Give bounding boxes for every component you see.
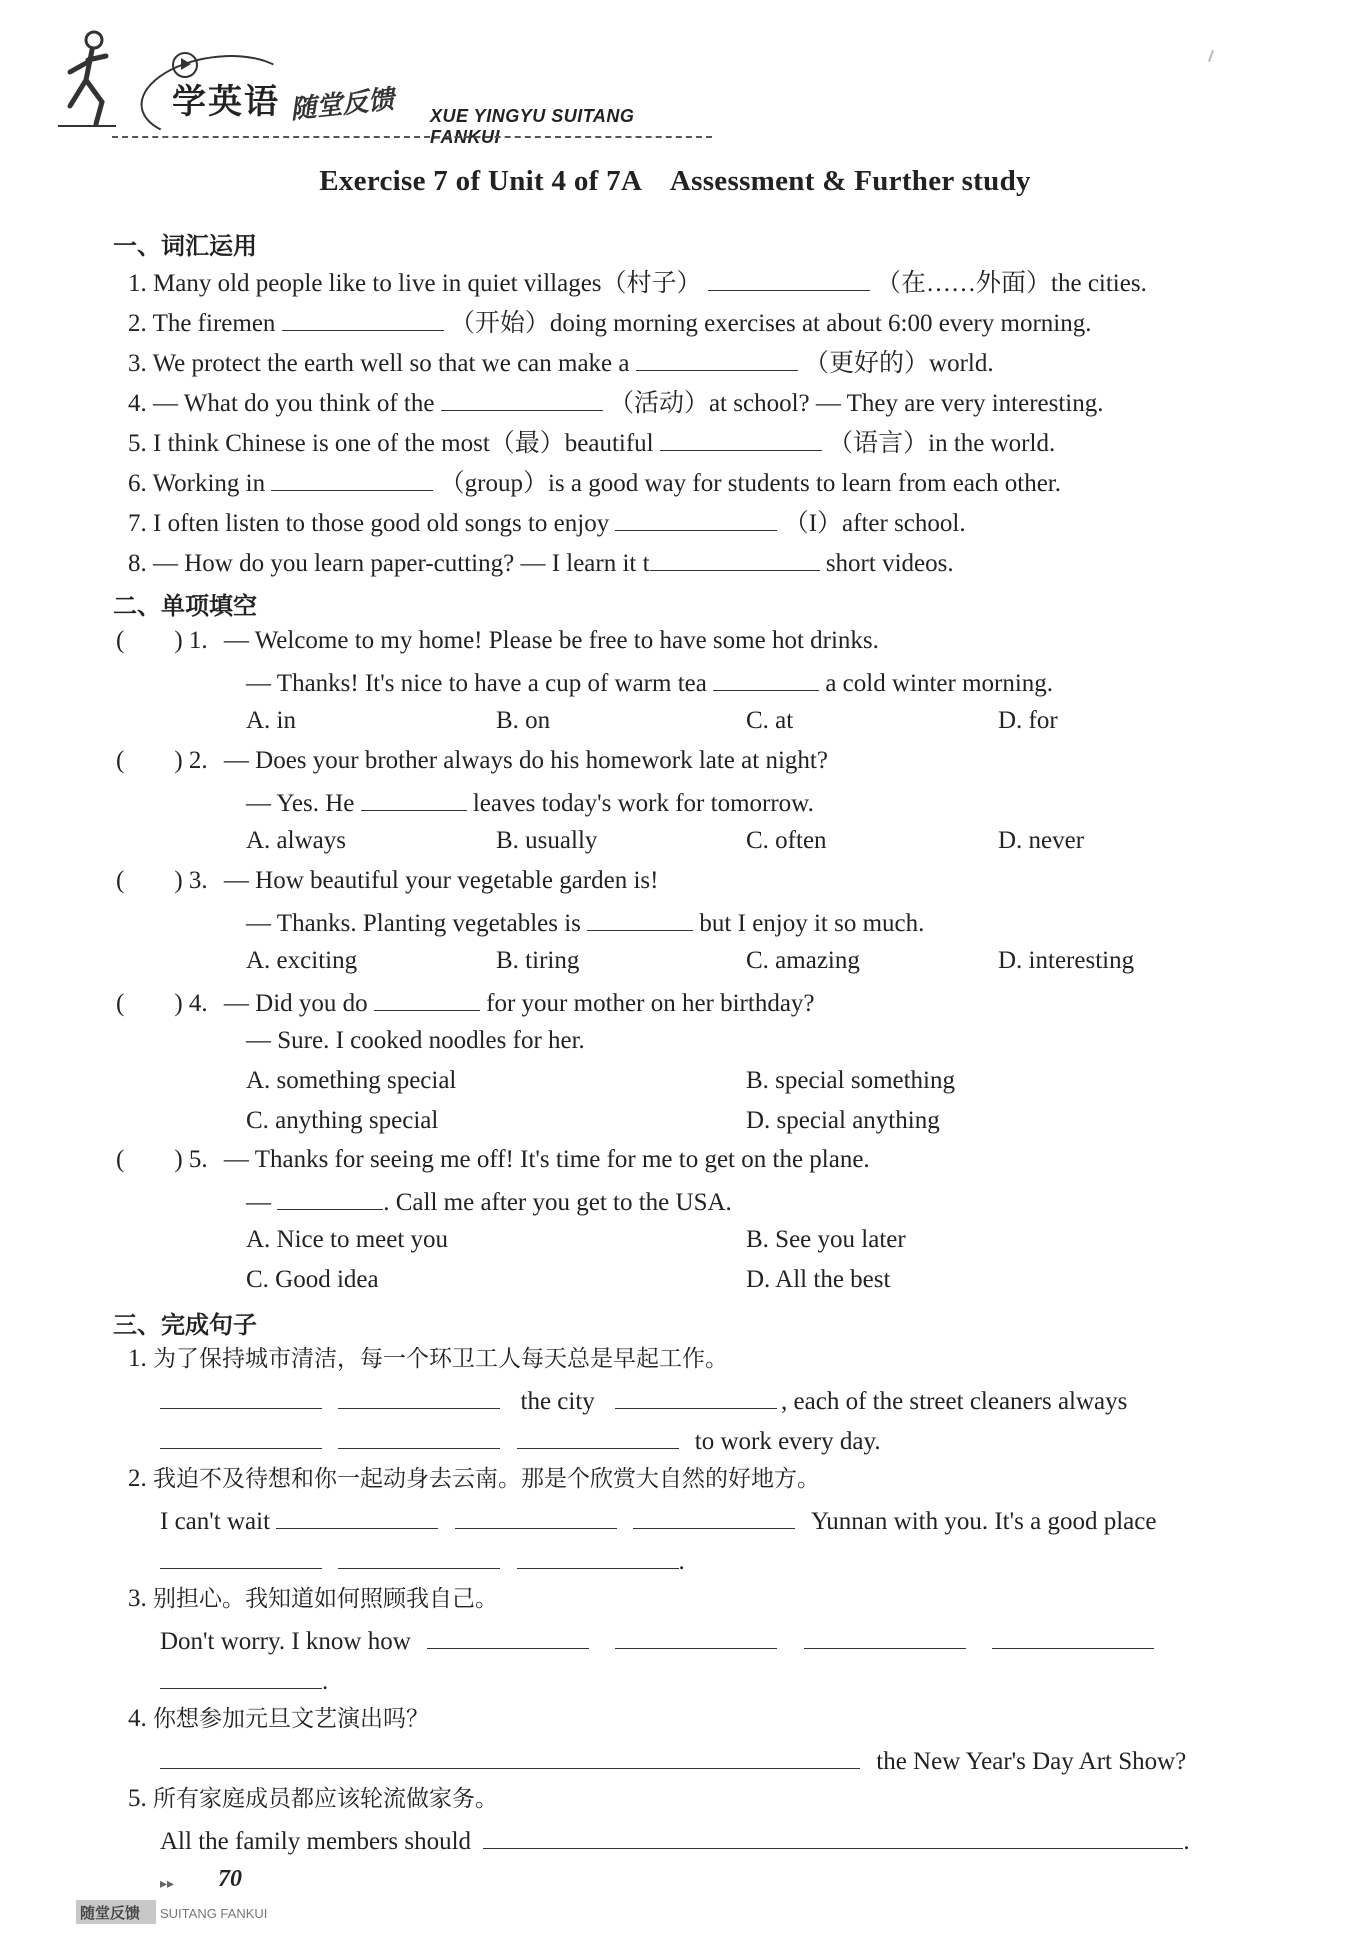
vocab-item-1 <box>128 264 1147 301</box>
item-text: （group）is a good way for students to learn from each other. <box>439 470 1061 497</box>
footer-english: SUITANG FANKUI <box>160 1906 268 1921</box>
item-text: I think Chinese is one of the most（最）beautiful <box>153 430 654 457</box>
vocab-item-2 <box>128 304 1091 341</box>
option-b[interactable]: B. See you later <box>746 1226 906 1253</box>
option-d[interactable]: D. special anything <box>746 1107 940 1134</box>
option-b[interactable]: B. on <box>496 707 551 734</box>
question-text: — Does your brother always do his homework late at night? <box>223 747 828 774</box>
mc-question-3 <box>116 864 659 898</box>
answer-blank[interactable] <box>992 1622 1154 1649</box>
answer-blank[interactable] <box>660 424 822 451</box>
item-text: We protect the earth well so that we can make a <box>152 350 630 377</box>
double-arrow-icon: ▸▸ <box>160 1877 175 1892</box>
item-text: （在……外面）the cities. <box>876 270 1147 297</box>
question-text: . Call me after you get to the USA. <box>383 1189 732 1216</box>
answer-blank[interactable] <box>338 1422 500 1449</box>
answer-bracket[interactable]: ( ) 2. <box>116 747 208 774</box>
question-text: — Yes. He <box>246 790 355 817</box>
vocab-item-3 <box>128 344 994 381</box>
option-d[interactable]: D. interesting <box>998 947 1135 974</box>
question-text: — How beautiful your vegetable garden is! <box>223 867 659 894</box>
option-d[interactable]: D. never <box>998 827 1085 854</box>
answer-blank[interactable] <box>160 1662 322 1689</box>
mc-question-5-line2 <box>246 1183 732 1220</box>
sentence-text: . <box>678 1548 685 1575</box>
answer-blank[interactable] <box>633 1502 795 1529</box>
answer-blank[interactable] <box>338 1382 500 1409</box>
question-text: — Did you do <box>223 990 368 1017</box>
complete-item-5 <box>128 1782 498 1816</box>
answer-bracket[interactable]: ( ) 4. <box>116 990 208 1017</box>
sentence-text: Yunnan with you. It's a good place <box>811 1508 1157 1535</box>
sentence-text: , each of the street cleaners always <box>781 1388 1128 1415</box>
answer-blank[interactable] <box>708 264 870 291</box>
option-a[interactable]: A. always <box>246 827 346 854</box>
sentence-text: All the family members should <box>160 1828 472 1855</box>
answer-blank[interactable] <box>361 784 467 811</box>
answer-blank[interactable] <box>160 1382 322 1409</box>
option-a[interactable]: A. exciting <box>246 947 358 974</box>
mc-question-2-line2 <box>246 784 814 821</box>
item-text: （开始）doing morning exercises at about 6:00 every morning. <box>449 310 1092 337</box>
item-number: 4. <box>128 1705 147 1732</box>
complete-item-1-line2 <box>160 1382 1260 1419</box>
item-text: — How do you learn paper-cutting? — I learn it t <box>153 550 650 577</box>
answer-blank[interactable] <box>615 1622 777 1649</box>
answer-blank[interactable] <box>650 544 820 571</box>
answer-bracket[interactable]: ( ) 1. <box>116 627 208 654</box>
page-title: Exercise 7 of Unit 4 of 7A Assessment & Further study <box>319 165 1031 197</box>
answer-blank[interactable] <box>615 504 777 531</box>
item-text: （I）after school. <box>783 510 966 537</box>
vocab-item-5 <box>128 424 1055 461</box>
complete-item-4-line2 <box>160 1742 1186 1779</box>
item-number: 7. <box>128 510 147 537</box>
mc-question-3-line2 <box>246 904 924 941</box>
mc-question-4 <box>116 984 815 1021</box>
logo-subtitle: 随堂反馈 <box>288 84 396 126</box>
sentence-text: to work every day. <box>694 1428 881 1455</box>
logo-english: XUE YINGYU SUITANG FANKUI <box>430 106 635 147</box>
question-text: — Welcome to my home! Please be free to have some hot drinks. <box>223 627 879 654</box>
option-a[interactable]: A. Nice to meet you <box>246 1226 449 1253</box>
option-c[interactable]: C. at <box>746 707 794 734</box>
mc-question-1-line2 <box>246 664 1053 701</box>
complete-item-5-line2 <box>160 1822 1190 1859</box>
complete-item-2 <box>128 1462 820 1496</box>
question-text: — Thanks for seeing me off! It's time for me to get on the plane. <box>223 1146 870 1173</box>
answer-blank[interactable] <box>276 1502 438 1529</box>
complete-item-3-line3 <box>160 1662 328 1699</box>
item-number: 1. <box>128 1345 147 1372</box>
complete-item-3 <box>128 1582 498 1616</box>
item-text: short videos. <box>825 550 954 577</box>
answer-blank[interactable] <box>427 1622 589 1649</box>
item-text: Working in <box>152 470 266 497</box>
answer-blank[interactable] <box>282 304 444 331</box>
mc-question-2 <box>116 744 828 778</box>
answer-blank[interactable] <box>804 1622 966 1649</box>
option-b[interactable]: B. tiring <box>496 947 580 974</box>
section-heading-complete: 三、完成句子 <box>113 1311 257 1339</box>
header <box>52 22 672 147</box>
question-text: — Thanks! It's nice to have a cup of warm tea <box>246 670 707 697</box>
sentence-text: the city <box>520 1388 595 1415</box>
corner-mark <box>1208 50 1214 62</box>
answer-blank[interactable] <box>587 904 693 931</box>
item-number: 8. <box>128 550 147 577</box>
item-text: （语言）in the world. <box>828 430 1056 457</box>
header-divider <box>112 136 712 138</box>
chinese-prompt: 别担心。我知道如何照顾我自己。 <box>153 1586 498 1612</box>
item-text: — What do you think of the <box>153 390 435 417</box>
option-b[interactable]: B. usually <box>496 827 598 854</box>
answer-blank[interactable] <box>160 1742 860 1769</box>
option-a[interactable]: A. in <box>246 707 296 734</box>
question-text: — Thanks. Planting vegetables is <box>246 910 581 937</box>
item-text: （活动）at school? — They are very interesting. <box>608 390 1104 417</box>
complete-item-2-line2 <box>160 1502 1156 1539</box>
answer-blank[interactable] <box>271 464 433 491</box>
chinese-prompt: 所有家庭成员都应该轮流做家务。 <box>153 1786 498 1812</box>
answer-blank[interactable] <box>615 1382 777 1409</box>
answer-blank[interactable] <box>517 1542 679 1569</box>
complete-item-3-line2 <box>160 1622 1154 1659</box>
chinese-prompt: 为了保持城市清洁，每一个环卫工人每天总是早起工作。 <box>153 1346 728 1372</box>
item-number: 4. <box>128 390 147 417</box>
answer-bracket[interactable]: ( ) 3. <box>116 867 208 894</box>
chinese-prompt: 我迫不及待想和你一起动身去云南。那是个欣赏大自然的好地方。 <box>153 1466 820 1492</box>
chinese-prompt: 你想参加元旦文艺演出吗？ <box>153 1706 429 1732</box>
sentence-text: Don't worry. I know how <box>160 1628 411 1655</box>
option-a[interactable]: A. something special <box>246 1067 457 1094</box>
option-c[interactable]: C. amazing <box>746 947 860 974</box>
footer-label: 随堂反馈 <box>80 1904 141 1922</box>
option-c[interactable]: C. anything special <box>246 1107 439 1134</box>
complete-item-1-line3 <box>160 1422 881 1459</box>
answer-blank[interactable] <box>160 1542 322 1569</box>
item-number: 2. <box>128 310 147 337</box>
complete-item-2-line3 <box>160 1542 685 1579</box>
complete-item-4 <box>128 1702 429 1736</box>
answer-blank[interactable] <box>441 384 603 411</box>
answer-bracket[interactable]: ( ) 5. <box>116 1146 208 1173</box>
item-number: 3. <box>128 1585 147 1612</box>
logo-title: 学英语 <box>172 82 280 122</box>
vocab-item-8 <box>128 544 954 581</box>
item-number: 3. <box>128 350 147 377</box>
option-c[interactable]: C. often <box>746 827 827 854</box>
sentence-text: . <box>1183 1828 1190 1855</box>
sentence-text: I can't wait <box>160 1508 271 1535</box>
option-d[interactable]: D. for <box>998 707 1058 734</box>
answer-blank[interactable] <box>338 1542 500 1569</box>
sentence-text: the New Year's Day Art Show? <box>876 1748 1187 1775</box>
item-number: 5. <box>128 1785 147 1812</box>
answer-blank[interactable] <box>713 664 819 691</box>
vocab-item-4 <box>128 384 1104 421</box>
item-number: 1. <box>128 270 147 297</box>
answer-blank[interactable] <box>455 1502 617 1529</box>
section-heading-vocab: 一、词汇运用 <box>113 232 257 260</box>
option-c[interactable]: C. Good idea <box>246 1266 379 1293</box>
answer-blank[interactable] <box>160 1422 322 1449</box>
answer-blank[interactable] <box>636 344 798 371</box>
mc-question-4-line2: — Sure. I cooked noodles for her. <box>246 1027 585 1054</box>
answer-blank[interactable] <box>517 1422 679 1449</box>
question-text: but I enjoy it so much. <box>699 910 925 937</box>
answer-blank[interactable] <box>483 1822 1183 1849</box>
page-number: 70 <box>218 1866 242 1892</box>
vocab-item-6 <box>128 464 1061 501</box>
sentence-text: . <box>322 1668 329 1695</box>
option-b[interactable]: B. special something <box>746 1067 955 1094</box>
answer-blank[interactable] <box>374 984 480 1011</box>
mc-question-1 <box>116 624 879 658</box>
item-text: I often listen to those good old songs to enjoy <box>153 510 610 537</box>
item-text: The firemen <box>152 310 276 337</box>
option-d[interactable]: D. All the best <box>746 1266 891 1293</box>
item-number: 2. <box>128 1465 147 1492</box>
question-text: — <box>246 1189 271 1216</box>
item-text: （更好的）world. <box>804 350 994 377</box>
item-number: 5. <box>128 430 147 457</box>
question-text: leaves today's work for tomorrow. <box>472 790 814 817</box>
vocab-item-7 <box>128 504 966 541</box>
question-text: a cold winter morning. <box>825 670 1054 697</box>
complete-item-1 <box>128 1342 728 1376</box>
item-number: 6. <box>128 470 147 497</box>
mc-question-5 <box>116 1143 870 1177</box>
question-text: for your mother on her birthday? <box>486 990 815 1017</box>
runner-icon <box>56 28 126 128</box>
answer-blank[interactable] <box>277 1183 383 1210</box>
section-heading-mc: 二、单项填空 <box>113 592 257 620</box>
item-text: Many old people like to live in quiet villages（村子） <box>153 270 702 297</box>
